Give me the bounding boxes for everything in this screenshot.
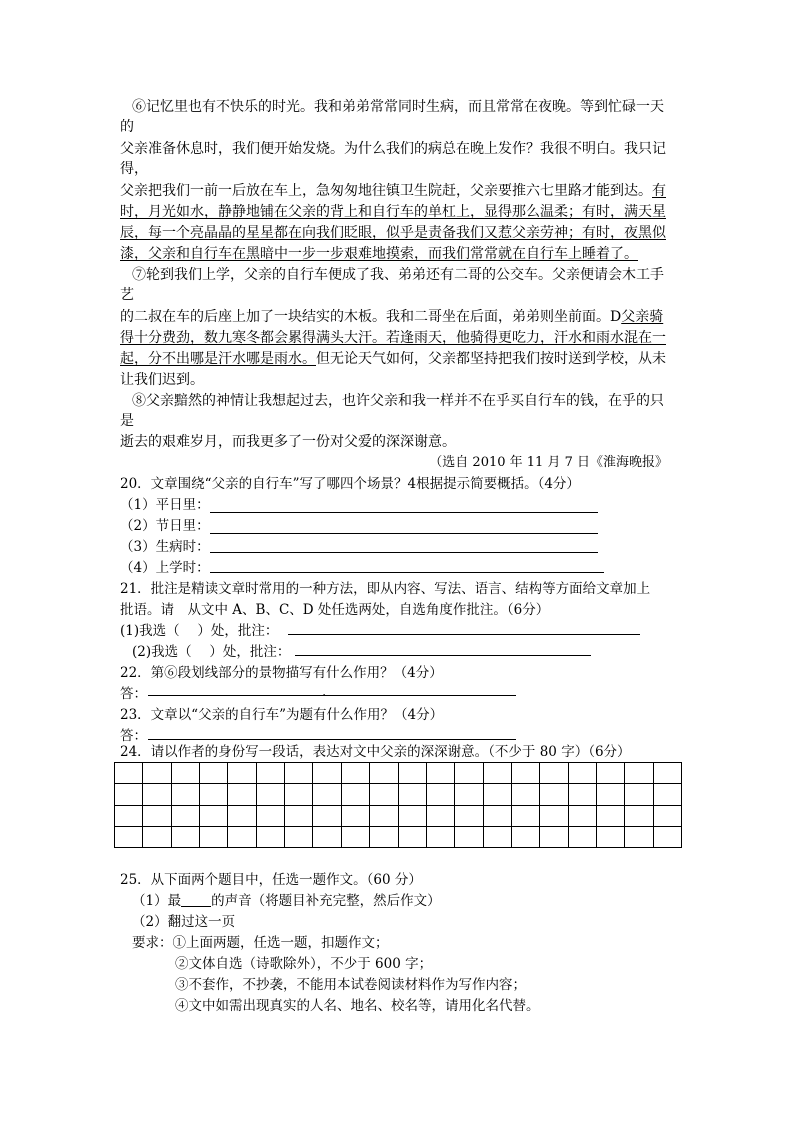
grid-cell[interactable] — [313, 806, 341, 827]
grid-cell[interactable] — [228, 784, 256, 805]
q25-option-1-suffix: 的声音（将题目补充完整，然后作文） — [211, 893, 441, 909]
grid-cell[interactable] — [342, 763, 370, 784]
q25-option-1 — [132, 891, 441, 911]
question-21-cont: 批语。请 从文中 A、B、C、D 处任选两处，自选角度作批注。（6分） — [120, 602, 550, 618]
grid-cell[interactable] — [597, 827, 625, 848]
underlined-line: 得十分费劲，数九寒冬都会累得满头大汗。若逢雨天，他骑得更吃力，汗水和雨水混在一 — [120, 330, 666, 346]
grid-cell[interactable] — [200, 784, 228, 805]
q20-item-2-label: （2）节日里： — [120, 518, 210, 534]
q20-item-4-answer-line[interactable] — [210, 572, 604, 573]
requirements-label — [132, 933, 389, 953]
q22-answer-label: 答： — [120, 686, 147, 702]
grid-cell[interactable] — [257, 784, 285, 805]
grid-cell[interactable] — [484, 763, 512, 784]
passage-line: 艺 — [120, 287, 134, 303]
grid-cell[interactable] — [285, 763, 313, 784]
grid-cell[interactable] — [512, 784, 540, 805]
grid-cell[interactable] — [540, 763, 568, 784]
grid-cell[interactable] — [285, 784, 313, 805]
q22-dot: . — [322, 684, 327, 700]
passage-line: ⑦轮到我们上学，父亲的自行车便成了我、弟弟还有二哥的公交车。父亲便请会木工手 — [132, 267, 664, 283]
q20-item-1-label: （1）平日里： — [120, 497, 210, 513]
passage-line: 是 — [120, 413, 134, 429]
question-25: 25．从下面两个题目中，任选一题作文。（60 分） — [120, 872, 422, 888]
grid-cell[interactable] — [115, 784, 143, 805]
passage-line — [120, 349, 666, 369]
grid-cell[interactable] — [625, 806, 653, 827]
grid-cell[interactable] — [370, 763, 398, 784]
grid-cell[interactable] — [455, 827, 483, 848]
grid-cell[interactable] — [342, 784, 370, 805]
grid-cell[interactable] — [313, 827, 341, 848]
requirement-2: ②文体自选（诗歌除外），不少于 600 字； — [175, 956, 433, 972]
grid-cell[interactable] — [427, 763, 455, 784]
grid-cell[interactable] — [597, 784, 625, 805]
grid-cell[interactable] — [625, 827, 653, 848]
question-20: 20．文章围绕“父亲的自行车”写了哪四个场景？4根据提示简要概括。（4分） — [120, 476, 580, 492]
grid-cell[interactable] — [172, 827, 200, 848]
grid-cell[interactable] — [172, 784, 200, 805]
grid-cell[interactable] — [427, 827, 455, 848]
q20-item-4-label: （4）上学时： — [120, 560, 210, 576]
grid-cell[interactable] — [257, 827, 285, 848]
q21-item-2-answer-line[interactable] — [295, 655, 591, 656]
grid-cell[interactable] — [143, 784, 171, 805]
grid-cell[interactable] — [342, 827, 370, 848]
grid-cell[interactable] — [342, 806, 370, 827]
grid-cell[interactable] — [143, 827, 171, 848]
passage-text: 的二叔在车的后座上加了一块结实的木板。我和二哥坐在后面，弟弟则坐前面。D — [120, 309, 622, 325]
passage-line: 父亲准备休息时，我们便开始发烧。为什么我们的病总在晚上发作？我很不明白。我只记 — [120, 141, 666, 157]
grid-cell[interactable] — [399, 784, 427, 805]
grid-cell[interactable] — [285, 806, 313, 827]
q21-item-1-answer-line[interactable] — [288, 634, 640, 635]
passage-line: 得， — [120, 161, 148, 177]
grid-cell[interactable] — [370, 784, 398, 805]
grid-cell[interactable] — [115, 827, 143, 848]
grid-cell[interactable] — [540, 784, 568, 805]
grid-cell[interactable] — [654, 763, 682, 784]
grid-cell[interactable] — [654, 784, 682, 805]
passage-text: 父亲把我们一前一后放在车上，急匆匆地往镇卫生院赶，父亲要推六七里路才能到达。 — [120, 183, 652, 199]
grid-cell[interactable] — [597, 806, 625, 827]
grid-cell[interactable] — [484, 784, 512, 805]
grid-cell[interactable] — [569, 784, 597, 805]
writing-grid[interactable] — [114, 762, 682, 848]
underlined-text: 起，分不出哪是汗水哪是雨水。 — [120, 351, 316, 367]
grid-cell[interactable] — [370, 827, 398, 848]
q25-option-2: （2）翻过这一页 — [132, 914, 236, 930]
passage-line: ⑥记忆里也有不快乐的时光。我和弟弟常常同时生病，而且常常在夜晚。等到忙碌一天 — [132, 99, 664, 115]
requirements-label-text: 要求： — [132, 935, 173, 951]
grid-cell[interactable] — [313, 763, 341, 784]
grid-cell[interactable] — [257, 806, 285, 827]
grid-cell[interactable] — [597, 763, 625, 784]
grid-cell[interactable] — [172, 806, 200, 827]
grid-cell[interactable] — [228, 806, 256, 827]
grid-cell[interactable] — [143, 806, 171, 827]
grid-cell[interactable] — [455, 806, 483, 827]
q23-answer-label: 答： — [120, 728, 147, 744]
grid-cell[interactable] — [512, 827, 540, 848]
grid-cell[interactable] — [370, 806, 398, 827]
q23-answer-line[interactable] — [148, 739, 516, 740]
underlined-text: 父亲骑 — [621, 309, 664, 325]
grid-cell[interactable] — [427, 784, 455, 805]
grid-cell[interactable] — [512, 763, 540, 784]
q20-item-3-answer-line[interactable] — [210, 552, 598, 553]
grid-cell[interactable] — [625, 784, 653, 805]
q20-item-3-label: （3）生病时： — [120, 539, 210, 555]
q25-option-1-prefix: （1）最 — [132, 893, 182, 909]
passage-line — [120, 307, 663, 327]
grid-cell[interactable] — [625, 763, 653, 784]
grid-cell[interactable] — [257, 763, 285, 784]
question-22: 22．第⑥段划线部分的景物描写有什么作用？（4分） — [120, 665, 443, 681]
q21-item-1-label: (1)我选（ ）处，批注： — [120, 623, 279, 639]
q25-title-blank[interactable] — [181, 892, 211, 907]
underlined-text: 有 — [652, 183, 666, 199]
grid-cell[interactable] — [569, 806, 597, 827]
passage-line: 的 — [120, 119, 134, 135]
underlined-line: 辰，每一个亮晶晶的星星都在向我们眨眼，似乎是责备我们又惹父亲劳神；有时，夜黑似 — [120, 225, 666, 241]
grid-cell[interactable] — [654, 806, 682, 827]
grid-cell[interactable] — [313, 784, 341, 805]
grid-cell[interactable] — [115, 806, 143, 827]
question-21: 21．批注是精读文章时常用的一种方法，即从内容、写法、语言、结构等方面给文章加上 — [120, 581, 651, 597]
grid-cell[interactable] — [399, 763, 427, 784]
requirement-3: ③不套作，不抄袭，不能用本试卷阅读材料作为写作内容； — [175, 977, 526, 993]
grid-cell[interactable] — [455, 763, 483, 784]
grid-cell[interactable] — [228, 827, 256, 848]
grid-cell[interactable] — [569, 827, 597, 848]
q21-item-2-label: (2)我选（ ）处，批注： — [132, 644, 291, 660]
passage-line: 让我们迟到。 — [120, 372, 204, 388]
grid-cell[interactable] — [115, 763, 143, 784]
grid-cell[interactable] — [172, 763, 200, 784]
grid-cell[interactable] — [455, 784, 483, 805]
question-23: 23．文章以“父亲的自行车”为题有什么作用？（4分） — [120, 707, 444, 723]
passage-text: 但无论天气如何，父亲都坚持把我们按时送到学校，从未 — [316, 351, 666, 367]
grid-cell[interactable] — [484, 806, 512, 827]
q20-item-2-answer-line[interactable] — [210, 533, 598, 534]
q22-answer-line[interactable] — [148, 695, 516, 696]
grid-cell[interactable] — [200, 763, 228, 784]
requirement-4: ④文中如需出现真实的人名、地名、校名等，请用化名代替。 — [175, 998, 540, 1014]
grid-cell[interactable] — [512, 806, 540, 827]
grid-cell[interactable] — [569, 763, 597, 784]
grid-cell[interactable] — [540, 827, 568, 848]
passage-line: 逝去的艰难岁月，而我更多了一份对父爱的深深谢意。 — [120, 434, 456, 450]
grid-cell[interactable] — [200, 827, 228, 848]
requirement-1: ①上面两题，任选一题，扣题作文； — [172, 935, 389, 951]
underlined-line: 时，月光如水，静静地铺在父亲的背上和自行车的单杠上，显得那么温柔；有时，满天星 — [120, 204, 666, 220]
grid-cell[interactable] — [143, 763, 171, 784]
grid-cell[interactable] — [285, 827, 313, 848]
question-24: 24．请以作者的身份写一段话，表达对文中父亲的深深谢意。（不少于 80 字）（6分） — [120, 744, 631, 760]
grid-cell[interactable] — [654, 827, 682, 848]
source-citation: （选自 2010 年 11 月 7 日《淮海晚报》 — [429, 455, 668, 470]
passage-line: ⑧父亲黯然的神情让我想起过去，也许父亲和我一样并不在乎买自行车的钱，在乎的只 — [132, 393, 664, 409]
grid-cell[interactable] — [484, 827, 512, 848]
grid-cell[interactable] — [427, 806, 455, 827]
passage-line — [120, 181, 666, 201]
grid-cell[interactable] — [399, 827, 427, 848]
underlined-line: 漆，父亲和自行车在黑暗中一步一步艰难地摸索，而我们常常就在自行车上睡着了。 — [120, 246, 638, 262]
grid-cell[interactable] — [399, 806, 427, 827]
grid-cell[interactable] — [228, 763, 256, 784]
grid-cell[interactable] — [200, 806, 228, 827]
grid-cell[interactable] — [540, 806, 568, 827]
q20-item-1-answer-line[interactable] — [210, 512, 598, 513]
